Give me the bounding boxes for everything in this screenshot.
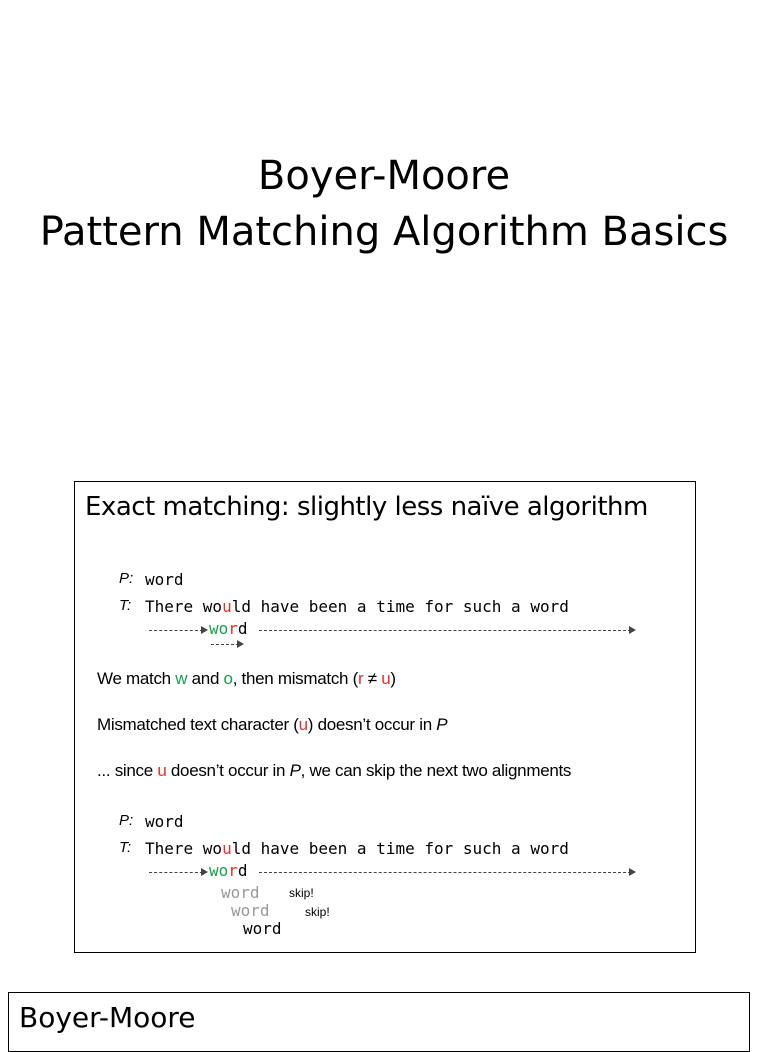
slide-heading: Exact matching: slightly less naïve algorithm <box>85 492 648 522</box>
shift-arrow-right <box>259 630 631 631</box>
alignment-word-2: word <box>209 861 248 880</box>
skipped-word-1: word <box>221 883 260 902</box>
text-string-2: There would have been a time for such a word <box>145 839 569 858</box>
skip-note-1: skip! <box>289 886 314 900</box>
skip-explanation: ... since u doesn’t occur in P, we can skip the next two alignments <box>97 761 572 780</box>
final-alignment-word: word <box>243 919 282 938</box>
text-string: There would have been a time for such a word <box>145 597 569 616</box>
title-line-1: Boyer-Moore <box>257 153 511 199</box>
slide2-heading: Boyer-Moore <box>19 1001 196 1034</box>
shift-arrow-right-2 <box>259 872 631 873</box>
slide-exact-matching <box>74 481 696 953</box>
slide-title <box>0 148 768 260</box>
alignment-word: word <box>209 619 248 638</box>
skipped-word-2: word <box>231 901 270 920</box>
mismatch-explanation: Mismatched text character (u) doesn’t occur in P <box>97 715 448 734</box>
title-line-2: Pattern Matching Algorithm Basics <box>39 209 729 255</box>
match-explanation: We match w and o, then mismatch (r ≠ u) <box>97 669 396 688</box>
t-label: T: <box>119 597 132 614</box>
shift-arrow-left-2 <box>149 872 203 873</box>
t-label-2: T: <box>119 839 132 856</box>
slide-boyer-moore-next <box>8 992 750 1052</box>
p-label-2: P: <box>119 812 134 829</box>
pattern-text-2: word <box>145 812 184 831</box>
next-shift-arrow <box>211 644 239 645</box>
shift-arrow-left <box>149 630 203 631</box>
p-label: P: <box>119 570 134 587</box>
pattern-text: word <box>145 570 184 589</box>
skip-note-2: skip! <box>305 905 330 919</box>
